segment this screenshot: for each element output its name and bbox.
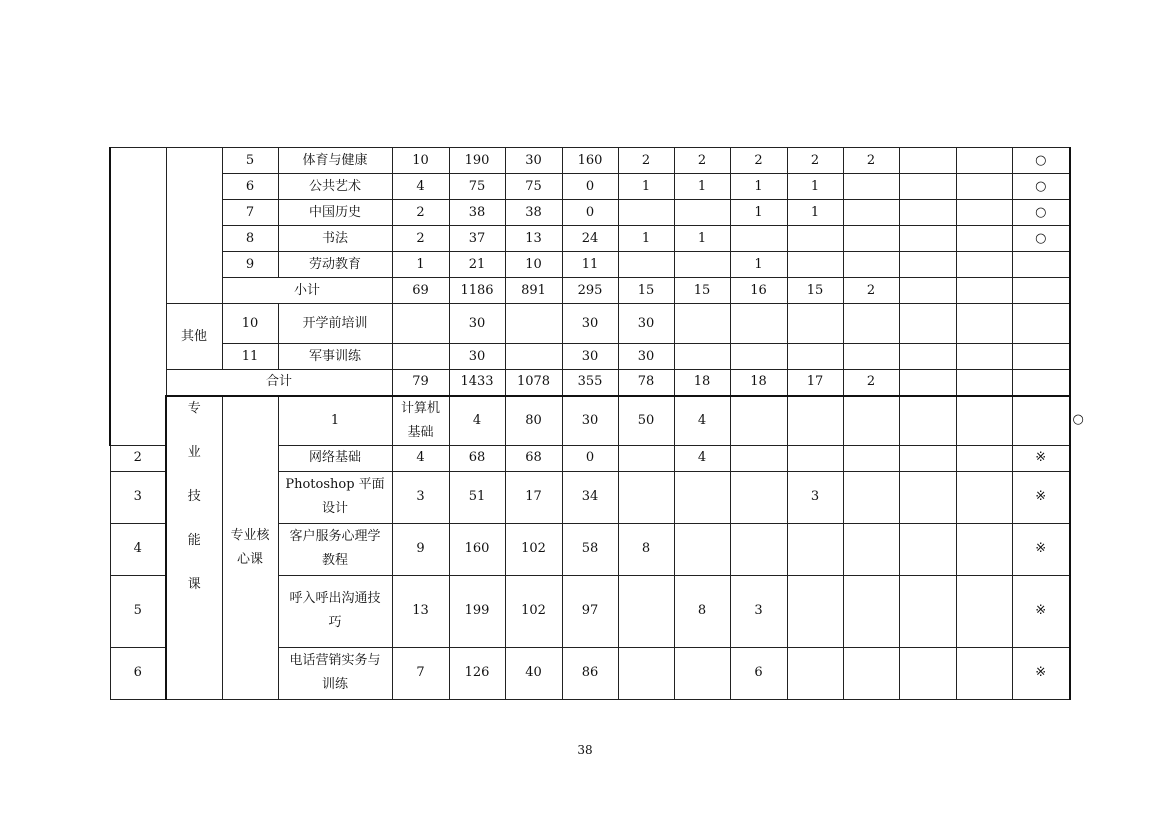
table-cell: 18 bbox=[730, 370, 787, 396]
table-cell: 4 bbox=[674, 445, 730, 471]
table-cell bbox=[843, 471, 899, 523]
major-category: 专 业 技 能 课 bbox=[166, 396, 222, 700]
course-name: 中国历史 bbox=[278, 200, 392, 226]
table-cell: 38 bbox=[505, 200, 562, 226]
table-cell: 1433 bbox=[449, 370, 505, 396]
table-cell: 9 bbox=[392, 523, 449, 575]
table-cell: 2 bbox=[674, 148, 730, 174]
table-cell bbox=[843, 304, 899, 344]
table-cell: 1 bbox=[618, 174, 674, 200]
table-cell bbox=[899, 445, 956, 471]
table-cell bbox=[1012, 396, 1070, 446]
table-cell: 30 bbox=[562, 304, 618, 344]
course-name: 军事训练 bbox=[278, 344, 392, 370]
table-row bbox=[110, 304, 1070, 344]
table-cell bbox=[730, 344, 787, 370]
table-cell bbox=[956, 200, 1012, 226]
table-cell bbox=[899, 226, 956, 252]
table-cell bbox=[956, 148, 1012, 174]
table-cell bbox=[787, 344, 843, 370]
table-row bbox=[110, 226, 1070, 252]
course-mark: ○ bbox=[1012, 148, 1070, 174]
course-table bbox=[109, 147, 1084, 700]
table-cell: 30 bbox=[562, 344, 618, 370]
course-no: 5 bbox=[222, 148, 278, 174]
table-cell bbox=[899, 278, 956, 304]
table-cell: 11 bbox=[562, 252, 618, 278]
table-row bbox=[110, 174, 1070, 200]
course-name: 劳动教育 bbox=[278, 252, 392, 278]
table-cell bbox=[956, 370, 1012, 396]
table-row bbox=[110, 370, 1070, 396]
table-cell bbox=[956, 445, 1012, 471]
course-name: 体育与健康 bbox=[278, 148, 392, 174]
table-cell: 1 bbox=[730, 252, 787, 278]
course-no: 7 bbox=[222, 200, 278, 226]
page-number: 38 bbox=[577, 743, 593, 757]
table-cell bbox=[787, 575, 843, 647]
table-cell bbox=[618, 200, 674, 226]
other-group: 其他 bbox=[166, 304, 222, 370]
table-cell bbox=[843, 647, 899, 699]
course-mark: ○ bbox=[1012, 174, 1070, 200]
table-cell: 10 bbox=[505, 252, 562, 278]
table-cell bbox=[843, 226, 899, 252]
table-cell bbox=[899, 344, 956, 370]
table-cell bbox=[674, 523, 730, 575]
table-cell: 3 bbox=[392, 471, 449, 523]
table-cell bbox=[392, 304, 449, 344]
table-cell: 17 bbox=[505, 471, 562, 523]
table-cell bbox=[730, 304, 787, 344]
table-cell: 355 bbox=[562, 370, 618, 396]
table-cell: 2 bbox=[392, 226, 449, 252]
course-name: 公共艺术 bbox=[278, 174, 392, 200]
table-cell: 16 bbox=[730, 278, 787, 304]
table-cell: 1186 bbox=[449, 278, 505, 304]
table-cell: 3 bbox=[787, 471, 843, 523]
table-cell bbox=[843, 575, 899, 647]
table-cell bbox=[392, 344, 449, 370]
table-cell: 102 bbox=[505, 523, 562, 575]
table-cell: 79 bbox=[392, 370, 449, 396]
table-cell: 37 bbox=[449, 226, 505, 252]
table-cell bbox=[787, 304, 843, 344]
table-row bbox=[110, 252, 1070, 278]
table-cell bbox=[674, 344, 730, 370]
table-cell bbox=[843, 344, 899, 370]
course-mark: ○ bbox=[1012, 200, 1070, 226]
table-cell: 69 bbox=[392, 278, 449, 304]
course-name: 客户服务心理学教程 bbox=[278, 523, 392, 575]
table-cell: 1 bbox=[787, 200, 843, 226]
course-no: 11 bbox=[222, 344, 278, 370]
course-mark bbox=[1012, 252, 1070, 278]
table-cell: 78 bbox=[618, 370, 674, 396]
table-cell: 2 bbox=[843, 370, 899, 396]
table-cell bbox=[899, 471, 956, 523]
table-cell bbox=[618, 575, 674, 647]
table-cell bbox=[899, 370, 956, 396]
course-no: 6 bbox=[110, 647, 166, 699]
course-name: 呼入呼出沟通技巧 bbox=[278, 575, 392, 647]
table-cell bbox=[674, 471, 730, 523]
course-mark: ○ bbox=[1012, 226, 1070, 252]
table-cell bbox=[787, 252, 843, 278]
table-cell: 24 bbox=[562, 226, 618, 252]
table-cell bbox=[787, 445, 843, 471]
table-cell: 2 bbox=[787, 148, 843, 174]
table-cell bbox=[899, 647, 956, 699]
table-cell: 1 bbox=[674, 226, 730, 252]
course-no: 6 bbox=[222, 174, 278, 200]
table-cell: 97 bbox=[562, 575, 618, 647]
table-cell: 4 bbox=[392, 174, 449, 200]
table-cell bbox=[843, 200, 899, 226]
table-cell: 2 bbox=[392, 200, 449, 226]
course-mark: ※ bbox=[1012, 575, 1070, 647]
table-row: 专 业 技 能 课 专业核心课 1 计算机基础 4 80 30 50 4 ○ bbox=[110, 396, 1070, 446]
table-cell: 4 bbox=[674, 396, 730, 446]
table-cell bbox=[787, 396, 843, 446]
course-name: 计算机基础 bbox=[392, 396, 449, 446]
table-cell: 1 bbox=[787, 174, 843, 200]
table-cell bbox=[618, 252, 674, 278]
course-name: 开学前培训 bbox=[278, 304, 392, 344]
course-no: 9 bbox=[222, 252, 278, 278]
table-cell: 21 bbox=[449, 252, 505, 278]
table-cell: 30 bbox=[449, 304, 505, 344]
table-cell: 891 bbox=[505, 278, 562, 304]
course-no: 2 bbox=[110, 445, 166, 471]
course-mark: ※ bbox=[1012, 445, 1070, 471]
table-cell bbox=[843, 445, 899, 471]
table-cell: 0 bbox=[562, 174, 618, 200]
table-cell bbox=[956, 396, 1012, 446]
table-cell: 75 bbox=[449, 174, 505, 200]
table-cell: 17 bbox=[787, 370, 843, 396]
course-no: 8 bbox=[222, 226, 278, 252]
table-cell bbox=[956, 647, 1012, 699]
table-cell: 80 bbox=[505, 396, 562, 446]
table-cell: 2 bbox=[618, 148, 674, 174]
table-cell bbox=[899, 304, 956, 344]
course-no: 4 bbox=[110, 523, 166, 575]
table-cell bbox=[730, 226, 787, 252]
table-cell bbox=[1012, 370, 1070, 396]
table-cell: 58 bbox=[562, 523, 618, 575]
table-cell: 18 bbox=[674, 370, 730, 396]
table-cell: 15 bbox=[787, 278, 843, 304]
group-cell bbox=[166, 148, 222, 304]
table-cell: 2 bbox=[843, 148, 899, 174]
course-no: 5 bbox=[110, 575, 166, 647]
table-cell: 190 bbox=[449, 148, 505, 174]
table-cell bbox=[618, 647, 674, 699]
table-cell bbox=[899, 174, 956, 200]
table-cell bbox=[1012, 344, 1070, 370]
table-cell bbox=[843, 252, 899, 278]
table-cell bbox=[730, 471, 787, 523]
total-label: 合计 bbox=[166, 370, 392, 396]
table-cell: 13 bbox=[505, 226, 562, 252]
table-cell bbox=[956, 174, 1012, 200]
table-cell: 1 bbox=[618, 226, 674, 252]
table-cell: 102 bbox=[505, 575, 562, 647]
table-cell: 15 bbox=[674, 278, 730, 304]
table-row bbox=[110, 200, 1070, 226]
table-cell: 0 bbox=[562, 200, 618, 226]
course-name: 书法 bbox=[278, 226, 392, 252]
table-cell: 30 bbox=[618, 344, 674, 370]
table-cell bbox=[674, 647, 730, 699]
table-cell bbox=[843, 174, 899, 200]
table-cell bbox=[956, 304, 1012, 344]
table-cell bbox=[843, 523, 899, 575]
table-cell: 8 bbox=[674, 575, 730, 647]
course-mark: ※ bbox=[1012, 647, 1070, 699]
table-cell bbox=[956, 252, 1012, 278]
major-group: 专业核心课 bbox=[222, 396, 278, 700]
table-cell bbox=[956, 575, 1012, 647]
table-cell: 4 bbox=[449, 396, 505, 446]
course-name: 电话营销实务与训练 bbox=[278, 647, 392, 699]
table-cell: 295 bbox=[562, 278, 618, 304]
table-cell bbox=[956, 523, 1012, 575]
table-row bbox=[110, 148, 1070, 174]
table-cell bbox=[787, 226, 843, 252]
table-cell bbox=[505, 344, 562, 370]
table-cell bbox=[843, 396, 899, 446]
table-cell bbox=[787, 523, 843, 575]
table-cell: 50 bbox=[618, 396, 674, 446]
table-cell: 1 bbox=[730, 200, 787, 226]
table-cell: 13 bbox=[392, 575, 449, 647]
table-cell: 126 bbox=[449, 647, 505, 699]
table-cell bbox=[899, 396, 956, 446]
table-cell: 160 bbox=[449, 523, 505, 575]
table-cell: 68 bbox=[449, 445, 505, 471]
table-cell bbox=[956, 226, 1012, 252]
table-cell bbox=[899, 252, 956, 278]
course-name: 网络基础 bbox=[278, 445, 392, 471]
table-cell bbox=[674, 304, 730, 344]
course-no: 3 bbox=[110, 471, 166, 523]
table-row bbox=[110, 344, 1070, 370]
table-cell: 2 bbox=[730, 148, 787, 174]
course-mark: ※ bbox=[1012, 471, 1070, 523]
table-cell bbox=[730, 396, 787, 446]
table-cell bbox=[674, 200, 730, 226]
table-cell bbox=[674, 252, 730, 278]
table-cell: 1 bbox=[674, 174, 730, 200]
table-cell bbox=[1012, 278, 1070, 304]
table-cell: 0 bbox=[562, 445, 618, 471]
table-body bbox=[110, 148, 1084, 700]
course-no: 1 bbox=[278, 396, 392, 446]
table-cell: 30 bbox=[505, 148, 562, 174]
table-cell: 30 bbox=[449, 344, 505, 370]
table-cell bbox=[956, 471, 1012, 523]
table-cell bbox=[730, 523, 787, 575]
table-cell: 1078 bbox=[505, 370, 562, 396]
table-row bbox=[110, 278, 1070, 304]
table-cell: 1 bbox=[392, 252, 449, 278]
table-cell bbox=[505, 304, 562, 344]
table-cell: 6 bbox=[730, 647, 787, 699]
table-cell: 10 bbox=[392, 148, 449, 174]
table-cell: 75 bbox=[505, 174, 562, 200]
table-cell bbox=[899, 148, 956, 174]
table-cell: 30 bbox=[562, 396, 618, 446]
table-cell: 30 bbox=[618, 304, 674, 344]
table-cell: 160 bbox=[562, 148, 618, 174]
table-cell: 15 bbox=[618, 278, 674, 304]
table-cell: 38 bbox=[449, 200, 505, 226]
course-no: 10 bbox=[222, 304, 278, 344]
course-mark: ※ bbox=[1012, 523, 1070, 575]
table-cell: 40 bbox=[505, 647, 562, 699]
table-cell bbox=[956, 278, 1012, 304]
subtotal-label: 小计 bbox=[222, 278, 392, 304]
table-cell bbox=[730, 445, 787, 471]
table-cell: 199 bbox=[449, 575, 505, 647]
table-cell bbox=[787, 647, 843, 699]
table-cell: 86 bbox=[562, 647, 618, 699]
table-cell bbox=[899, 523, 956, 575]
table-cell: 8 bbox=[618, 523, 674, 575]
table-cell: 7 bbox=[392, 647, 449, 699]
table-cell: 1 bbox=[730, 174, 787, 200]
table-cell: 34 bbox=[562, 471, 618, 523]
table-cell: 4 bbox=[392, 445, 449, 471]
table-cell bbox=[956, 344, 1012, 370]
table-cell: 3 bbox=[730, 575, 787, 647]
course-name: Photoshop 平面设计 bbox=[278, 471, 392, 523]
table-cell bbox=[618, 471, 674, 523]
table-cell: 68 bbox=[505, 445, 562, 471]
category-cell bbox=[110, 148, 166, 446]
table-cell bbox=[899, 575, 956, 647]
table-cell bbox=[899, 200, 956, 226]
table-cell: 51 bbox=[449, 471, 505, 523]
table-cell bbox=[618, 445, 674, 471]
table-cell bbox=[1012, 304, 1070, 344]
table-cell: 2 bbox=[843, 278, 899, 304]
